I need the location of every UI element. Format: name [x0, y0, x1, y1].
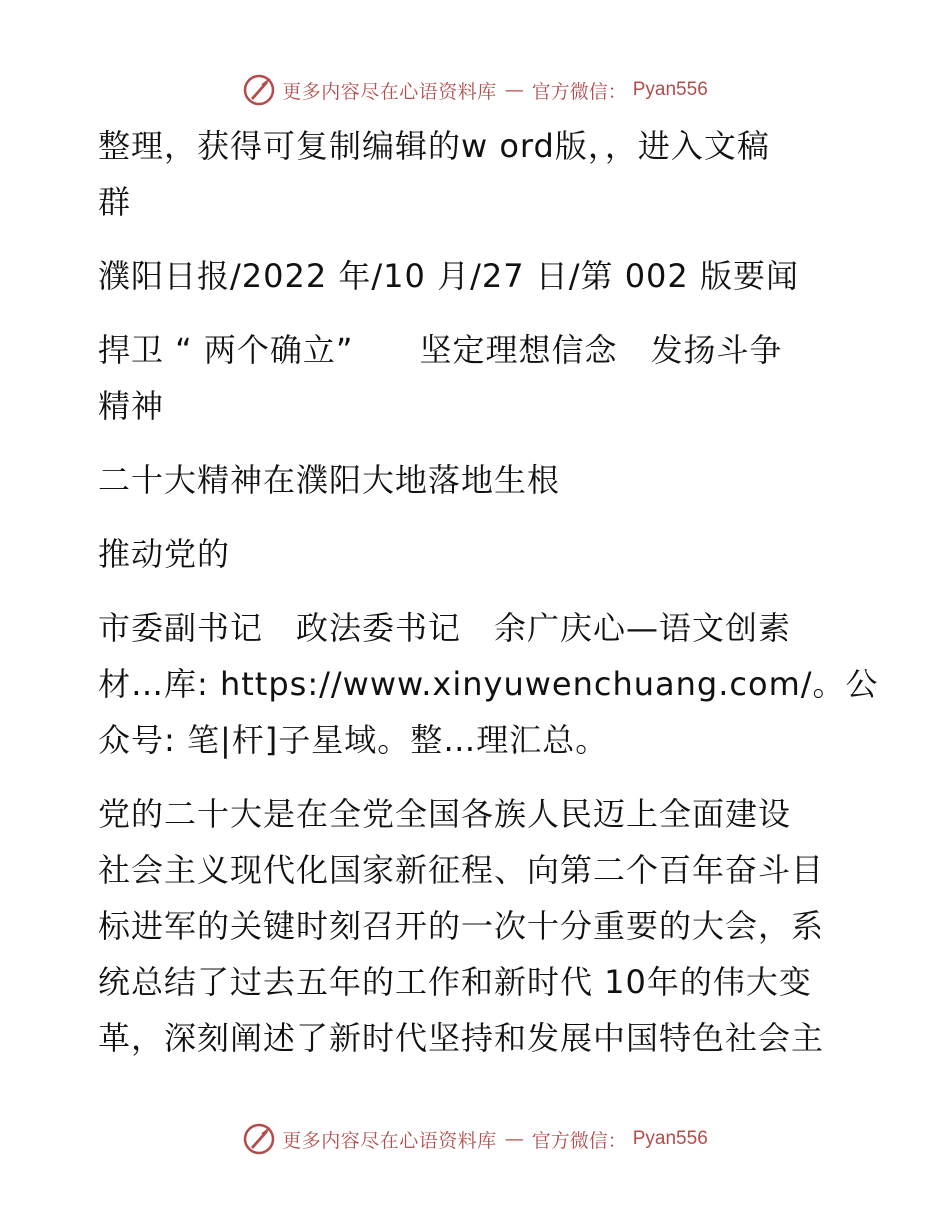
text-line: 二十大精神在濮阳大地落地生根: [98, 461, 561, 499]
header-watermark: [0, 70, 950, 110]
text-line: 革，深刻阐述了新时代坚持和发展中国特色社会主: [98, 1019, 825, 1057]
paragraph: [98, 600, 879, 768]
watermark-text: 更多内容尽在心语资料库: [282, 1129, 497, 1152]
text-line: 精神: [98, 387, 165, 425]
document-body: [98, 118, 879, 1066]
watermark-wechat-id: Pyan556: [632, 79, 708, 100]
paragraph: [98, 526, 858, 582]
paragraph: [98, 118, 858, 230]
footer-watermark: [0, 1119, 950, 1159]
text-line: 党的二十大是在全党全国各族人民迈上全面建设: [98, 795, 792, 833]
watermark-wechat-label: 官方微信：: [531, 1129, 627, 1152]
watermark-wechat-label: 官方微信：: [531, 80, 627, 103]
watermark-text: 更多内容尽在心语资料库: [282, 80, 497, 103]
paragraph: [98, 452, 858, 508]
text-line: 推动党的: [98, 535, 231, 573]
paragraph: [98, 248, 858, 304]
text-line: 统总结了过去五年的工作和新时代 10年的伟大变: [98, 963, 812, 1001]
text-line: 群: [98, 183, 132, 221]
quill-logo-icon: [242, 73, 276, 107]
text-line: 标进军的关键时刻召开的一次十分重要的大会，系: [98, 907, 825, 945]
watermark-separator: —: [504, 79, 524, 101]
paragraph: [98, 786, 858, 1066]
text-line: 材…库: https://www.xinyuwenchuang.com/。公: [98, 665, 879, 703]
watermark-wechat-id: Pyan556: [632, 1128, 708, 1149]
quill-logo-icon: [242, 1122, 276, 1156]
watermark-separator: —: [504, 1128, 524, 1150]
paragraph: [98, 322, 858, 434]
text-line: 众号: 笔|杆]子星域。整…理汇总。: [98, 721, 609, 759]
text-line: 捍卫 “ 两个确立” 坚定理想信念 发扬斗争: [98, 331, 783, 369]
text-line: 整理，获得可复制编辑的w ord版，，进入文稿: [98, 127, 770, 165]
text-line: 濮阳日报/2022 年/10 月/27 日/第 002 版要闻: [98, 257, 799, 295]
text-line: 社会主义现代化国家新征程、向第二个百年奋斗目: [98, 851, 825, 889]
text-line: 市委副书记 政法委书记 余广庆心—语文创素: [98, 609, 792, 647]
